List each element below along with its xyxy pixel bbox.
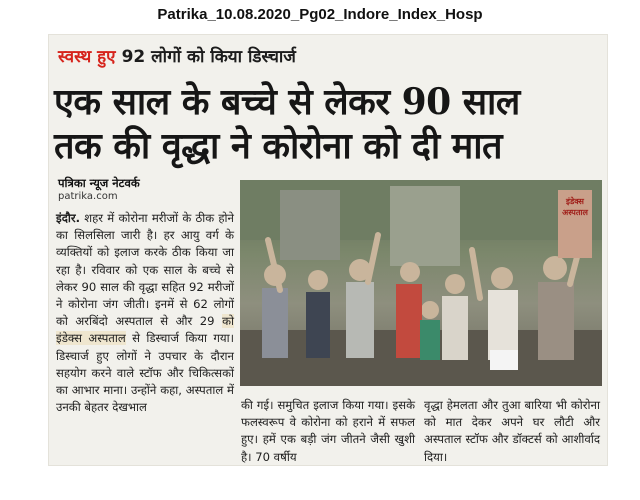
news-photo: [240, 180, 602, 386]
article-column-1: [56, 210, 234, 416]
dateline: इंदौर.: [56, 211, 80, 225]
kicker: [58, 44, 296, 67]
kicker-label: स्वस्थ हुए: [58, 47, 116, 67]
article-text-1a: शहर में कोरोना मरीजों के ठीक होने का सिलसिला जारी है। हर आयु वर्ग के व्यक्तियों को इलाज करके ठीक किया जा रहा है। रविवार को एक साल के बच्चे से लेकर 90 साल की वृद्धा सहित 92 मरीजों ने कोरोना जंग जीती। इनमें से 62 लोगों को अरबिंदो अस्पताल से और 29: [56, 211, 234, 329]
article-column-2: की गई। समुचित इलाज किया गया। इसके फलस्वरूप वे कोरोना को हराने में सफल हुए। हमें एक बड़ी जंग जीतने जैसी खुशी है। 70 वर्षीय: [241, 398, 415, 464]
article-text-1b: से डिस्चार्ज किया गया। डिस्चार्ज हुए लोगों ने उपचार के दौरान सहयोग करने वाले स्टॉफ और चिकित्सकों का आभार माना। उन्होंने कहा, अस्पताल में उनकी बेहतर देखभाल: [56, 331, 234, 415]
byline-site: patrika.com: [58, 191, 118, 202]
headline-line-1: एक साल के बच्चे से लेकर 90 साल: [54, 81, 520, 123]
document-caption: Patrika_10.08.2020_Pg02_Indore_Index_Hosp: [157, 6, 483, 23]
photo-illustration: [240, 180, 602, 386]
article-column-3: वृद्धा हेमलता और तुआ बारिया भी कोरोना को मात देकर अपने घर लौटी और अस्पताल स्टॉफ और डॉक्टर्स को आशीर्वाद दिया।: [424, 398, 600, 464]
highlighted-text: को इंडेक्स अस्पताल: [56, 314, 234, 346]
kicker-text: 92 लोगों को किया डिस्चार्ज: [121, 47, 296, 67]
newspaper-clipping: [48, 34, 608, 466]
hospital-sign: इंडेक्स अस्पताल: [558, 190, 592, 258]
headline-line-2: तक की वृद्धा ने कोरोना को दी मात: [54, 125, 503, 167]
byline: पत्रिका न्यूज नेटवर्क: [58, 176, 140, 190]
